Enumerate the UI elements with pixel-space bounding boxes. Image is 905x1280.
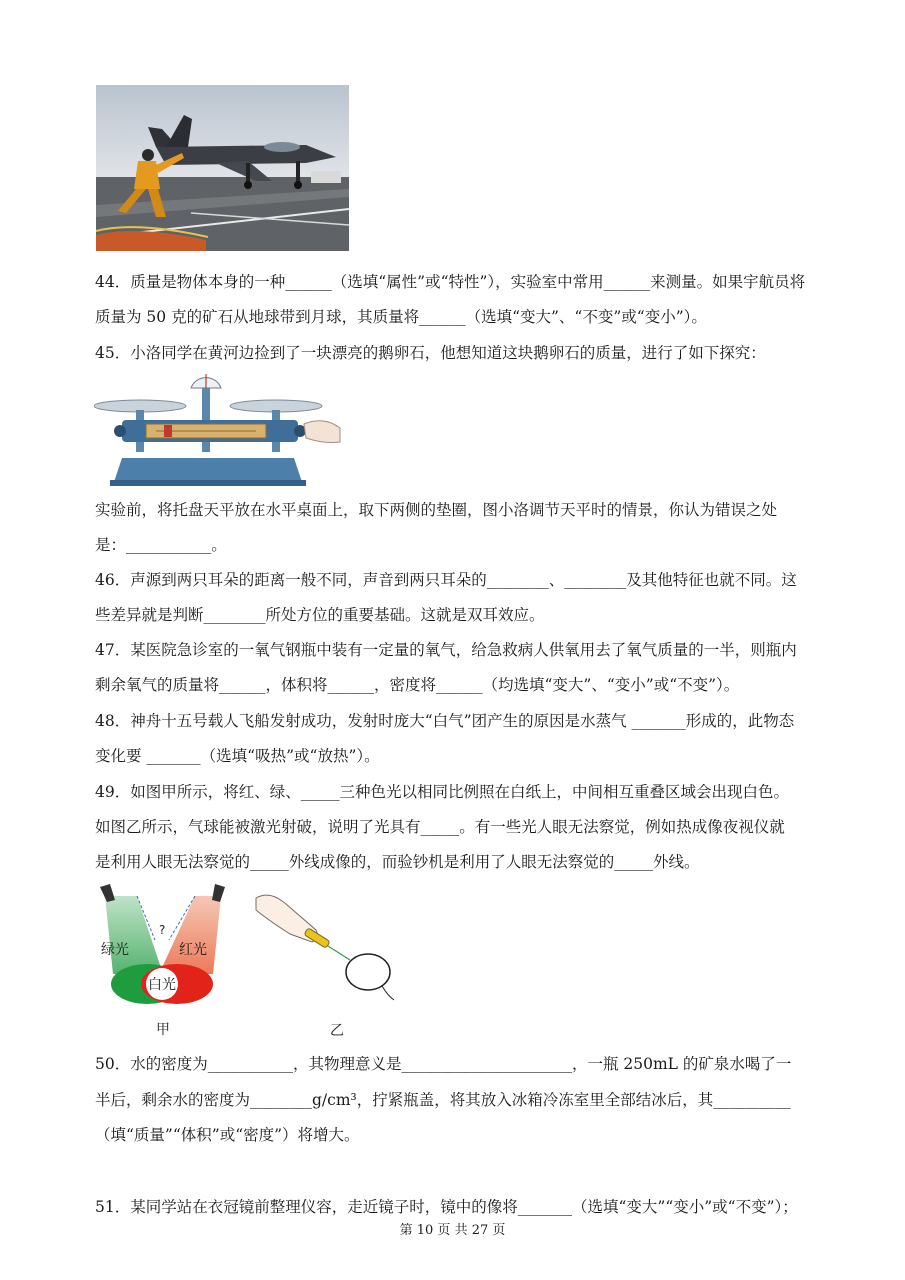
figure-jia-caption: 甲 [156, 1022, 170, 1038]
question-47-line-2: 剩余氧气的质量将______，体积将______，密度将______（均选填“变大”、“变小”或“不变”）。 [95, 676, 740, 694]
question-46-line-1: 46．声源到两只耳朵的距离一般不同，声音到两只耳朵的________、________及其他特征也就不同。这 [95, 571, 797, 589]
question-50-line-2: 半后，剩余水的密度为________g/cm³，拧紧瓶盖，将其放入冰箱冷冻室里全部结冰后，其__________ [95, 1091, 791, 1109]
question-46-line-2: 些差异就是判断________所处方位的重要基础。这就是双耳效应。 [95, 606, 545, 624]
white-light-label: 白光 [148, 977, 176, 993]
laser-balloon-figure [250, 890, 400, 1045]
question-49-line-1: 49．如图甲所示，将红、绿、_____三种色光以相同比例照在白纸上，中间相互重叠区域会出现白色。 [95, 783, 789, 801]
question-50-line-3: （填“质量”“体积”或“密度”）将增大。 [95, 1126, 360, 1144]
question-45-line-1: 45．小洛同学在黄河边捡到了一块漂亮的鹅卵石，他想知道这块鹅卵石的质量，进行了如下探究： [95, 344, 766, 362]
question-48-line-2: 变化要 _______（选填“吸热”或“放热”）。 [95, 747, 380, 765]
balance-scale-figure [94, 372, 344, 487]
question-44-line-1: 44．质量是物体本身的一种______（选填“属性”或“特性”），实验室中常用______来测量。如果宇航员将 [95, 273, 806, 291]
question-49-line-2: 如图乙所示，气球能被激光射破，说明了光具有_____。有一些光人眼无法察觉，例如热成像夜视仪就 [95, 818, 785, 836]
page-footer: 第 10 页 共 27 页 [399, 1223, 506, 1238]
question-44-line-2: 质量为 50 克的矿石从地球带到月球，其质量将______（选填“变大”、“不变”或“变小”）。 [95, 308, 707, 326]
color-mixing-figure [95, 882, 230, 1042]
red-light-label: 红光 [179, 942, 207, 958]
question-mark-label: ? [159, 923, 166, 937]
figure-yi-caption: 乙 [330, 1023, 344, 1039]
question-48-line-1: 48．神舟十五号载人飞船发射成功，发射时庞大“白气”团产生的原因是水蒸气 _______形成的，此物态 [95, 712, 795, 730]
question-51-line-1: 51．某同学站在衣冠镜前整理仪容，走近镜子时，镜中的像将_______（选填“变大”“变小”或“不变”）； [95, 1198, 798, 1216]
green-light-label: 绿光 [101, 942, 129, 958]
question-47-line-1: 47．某医院急诊室的一氧气钢瓶中装有一定量的氧气，给急救病人供氧用去了氧气质量的一半，则瓶内 [95, 641, 797, 659]
carrier-jet-photo [96, 85, 349, 251]
question-45-line-2: 实验前，将托盘天平放在水平桌面上，取下两侧的垫圈，图小洛调节天平时的情景，你认为错误之处 [95, 501, 778, 519]
question-49-line-3: 是利用人眼无法察觉的_____外线成像的，而验钞机是利用了人眼无法察觉的_____外线。 [95, 853, 700, 871]
question-50-line-1: 50．水的密度为___________，其物理意义是______________________，一瓶 250mL 的矿泉水喝了一 [95, 1055, 792, 1073]
question-45-line-3: 是：___________。 [95, 536, 227, 554]
